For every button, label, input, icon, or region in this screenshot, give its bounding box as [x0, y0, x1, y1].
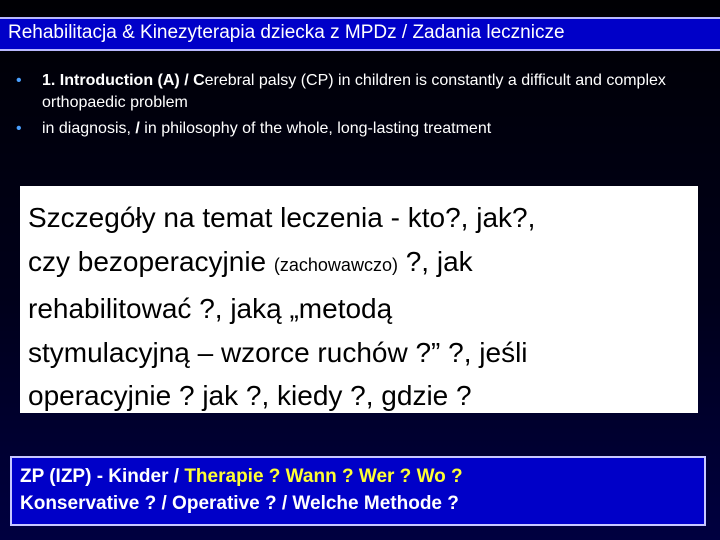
footer-white-text: ZP (IZP) - Kinder /: [20, 466, 185, 487]
questions-text: [28, 196, 696, 418]
slide-title: Rehabilitacja & Kinezyterapia dziecka z MPDz / Zadania lecznicze: [8, 22, 565, 43]
questions-line: stymulacyjną – wzorce ruchów ?” ?, jeśli: [28, 336, 528, 368]
bullet-text: erebral palsy (CP) in children is constantly a difficult and complex orthopaedic problem: [42, 72, 666, 111]
questions-fragment: ?, jak: [397, 245, 473, 277]
bullet-marker-icon: •: [16, 72, 22, 89]
footer-yellow-text: Therapie ? Wann ? Wer ? Wo ?: [184, 466, 463, 487]
bullet-item-introduction: [0, 70, 720, 114]
questions-fragment: czy bezoperacyjnie: [28, 245, 274, 277]
bullet-list: [0, 70, 720, 144]
bullet-text: in philosophy of the whole, long-lasting treatment: [139, 120, 492, 137]
bullet-item-diagnosis: [0, 118, 720, 140]
questions-small-note: (zachowawczo): [273, 254, 398, 275]
questions-box: [20, 186, 698, 413]
questions-line: [28, 240, 696, 288]
bullet-marker-icon: •: [16, 120, 22, 137]
questions-line: rehabilitować ?, jaką „metodą: [28, 293, 393, 324]
questions-line: Szczegóły na temat leczenia - kto?, jak?,: [28, 202, 536, 233]
footer-text: [20, 463, 463, 517]
footer-line-2: Konservative ? / Operative ? / Welche Methode ?: [20, 493, 459, 514]
bullet-text: in diagnosis,: [42, 120, 136, 137]
questions-line: operacyjnie ? jak ?, kiedy ?, gdzie ?: [28, 380, 472, 411]
footer-line-1: [20, 463, 463, 490]
title-bar: [0, 17, 720, 51]
footer-box: [10, 456, 706, 526]
bullet-bold-text: 1. Introduction (A) / C: [42, 72, 205, 89]
bullet-slash: /: [135, 120, 140, 137]
